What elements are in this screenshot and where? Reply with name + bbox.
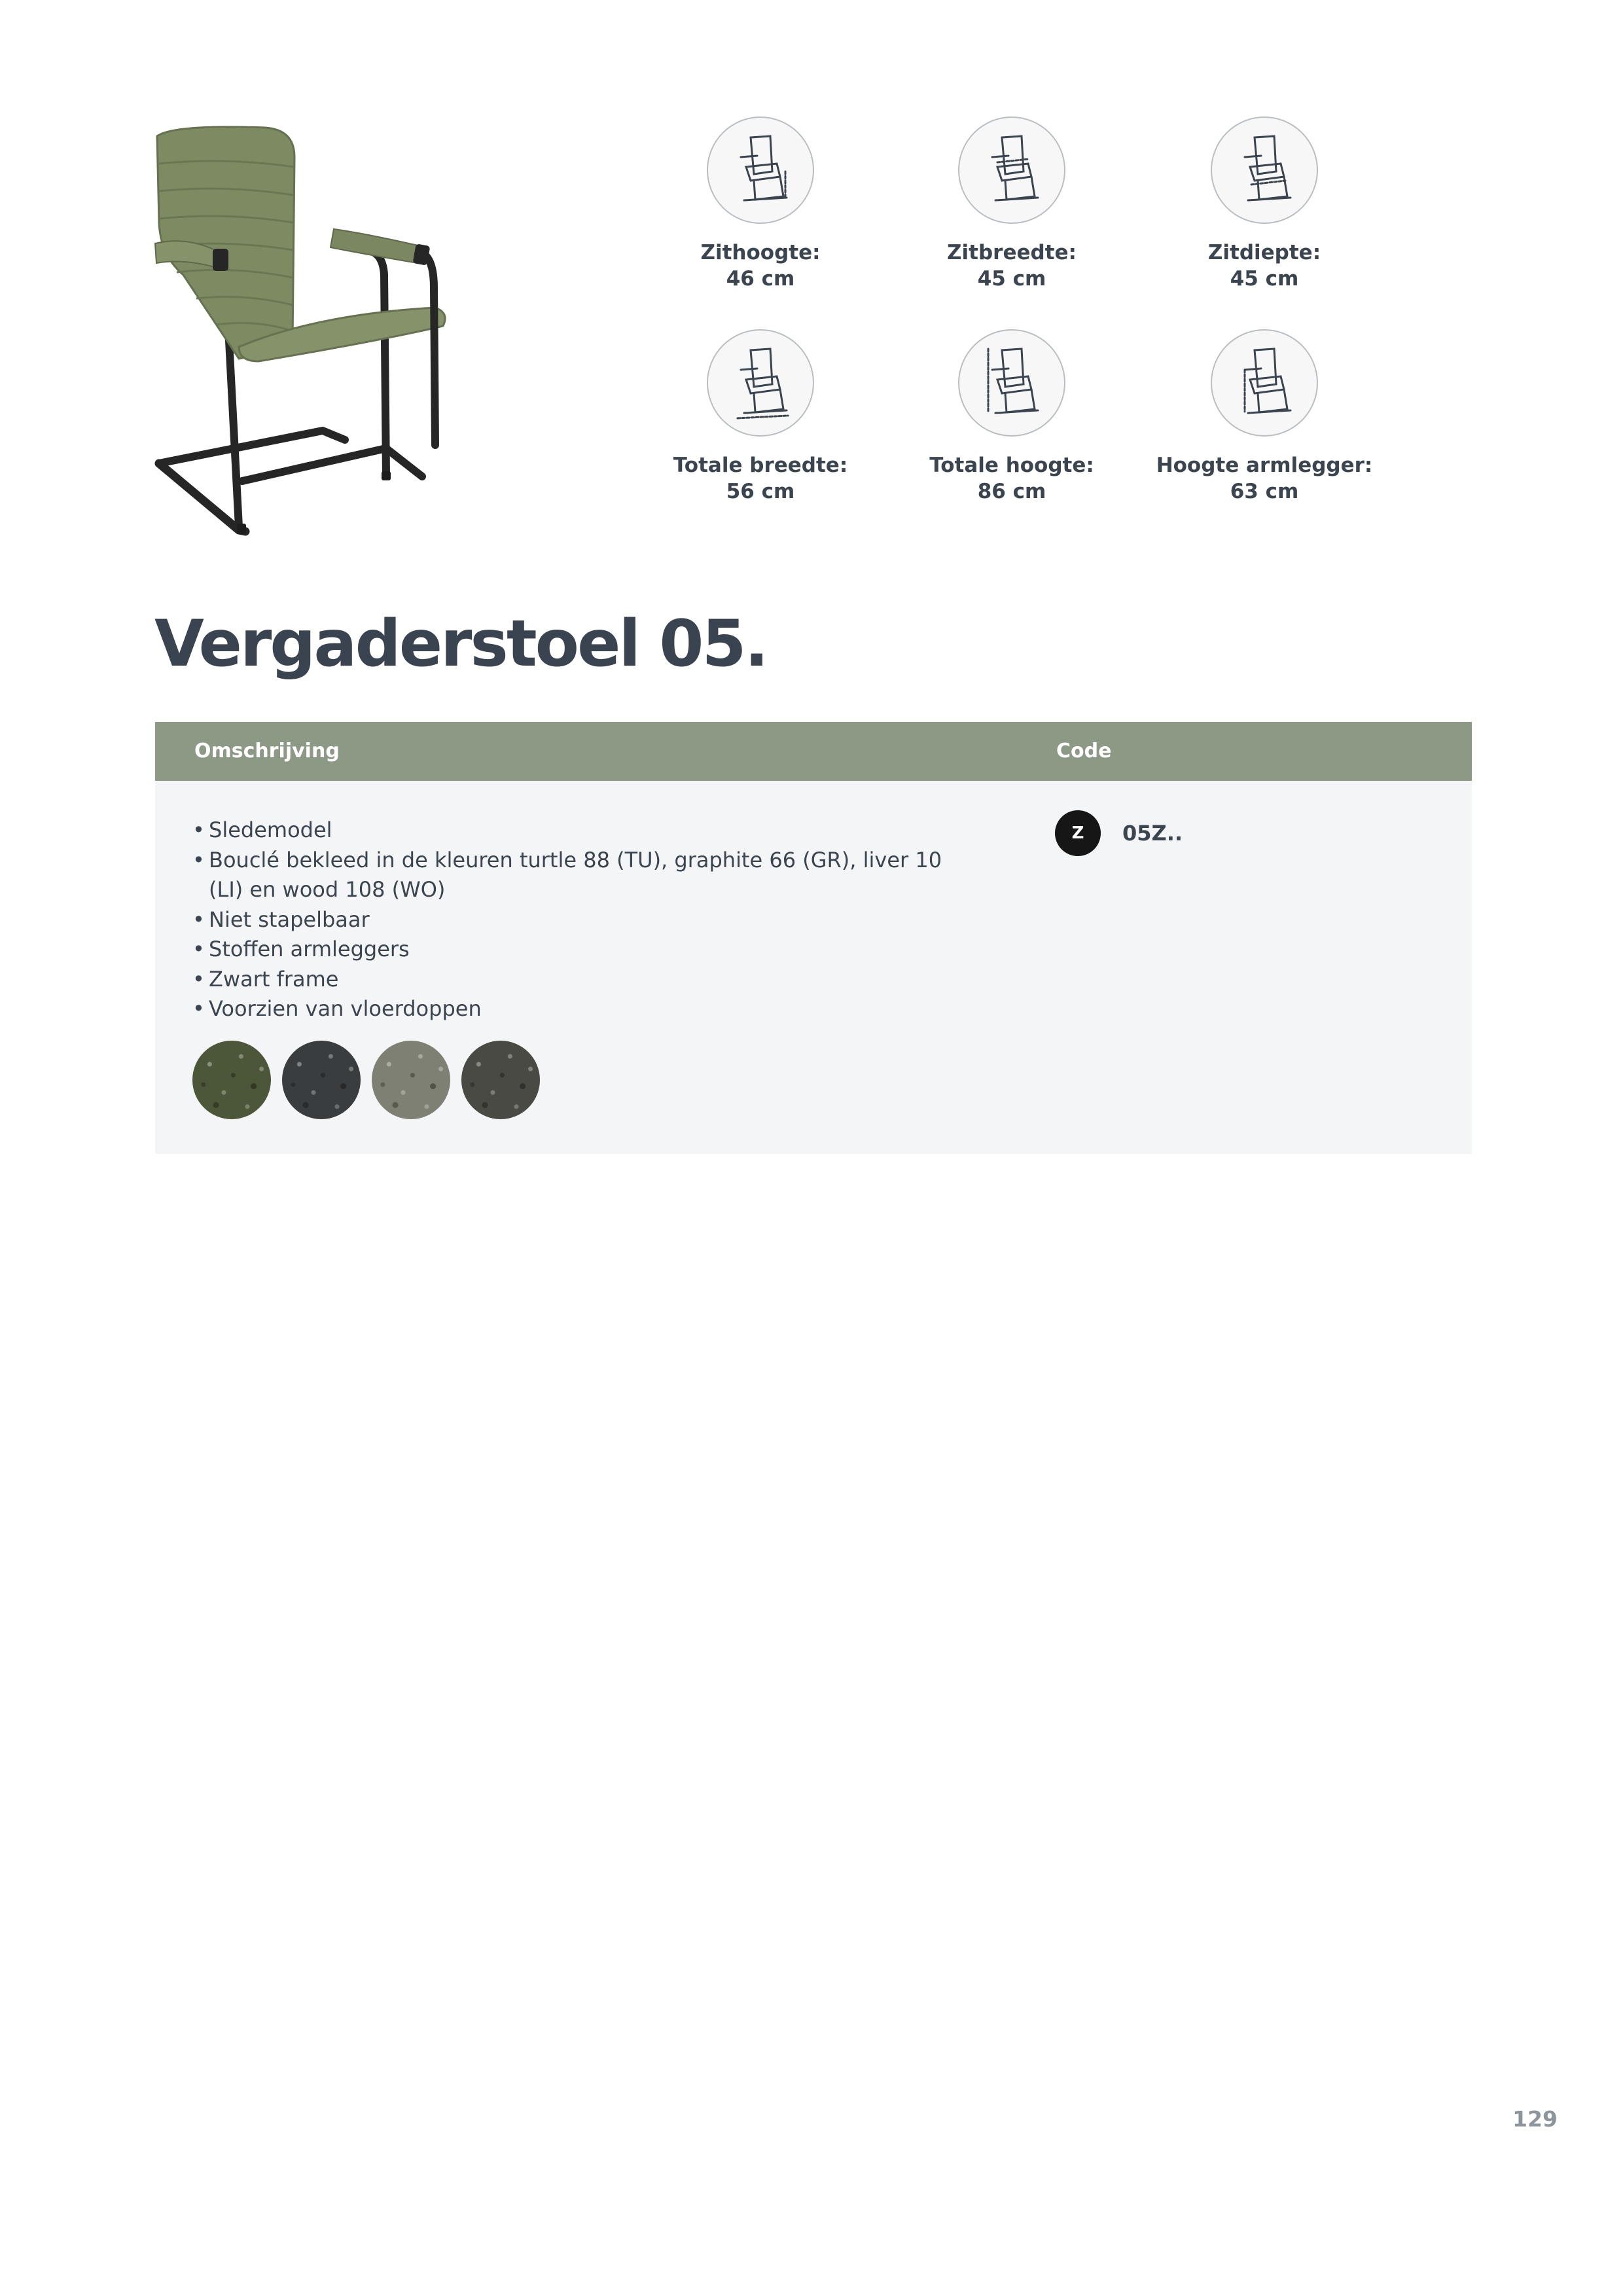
feature-list (192, 816, 978, 1024)
turtle-swatch (192, 1041, 271, 1119)
graphite-swatch (282, 1041, 361, 1119)
feature-item: • Stoffen armleggers (192, 935, 978, 965)
spec-seat-height (630, 117, 891, 292)
spec-label: Zithoogte: (700, 241, 821, 264)
spec-value: 45 cm (977, 267, 1046, 291)
spec-total-width (630, 329, 891, 505)
total-width-icon (707, 329, 814, 437)
seat-width-icon (958, 117, 1065, 224)
product-table-row (155, 781, 1472, 1154)
spec-label: Zitdiepte: (1207, 241, 1321, 264)
spec-label: Zitbreedte: (947, 241, 1077, 264)
product-table-header (155, 722, 1472, 781)
column-header-description: Omschrijving (194, 740, 340, 762)
wood-swatch (461, 1041, 540, 1119)
armrest-height-icon (1211, 329, 1318, 437)
feature-item: • Sledemodel (192, 816, 978, 846)
spec-label: Totale hoogte: (929, 454, 1094, 477)
spec-total-height (881, 329, 1143, 505)
product-title: Vergaderstoel 05. (154, 607, 767, 681)
spec-value: 46 cm (726, 267, 795, 291)
product-code: 05Z.. (1122, 821, 1183, 846)
total-height-icon (958, 329, 1065, 437)
spec-label: Totale breedte: (673, 454, 848, 477)
chair-photo (147, 118, 461, 550)
seat-height-icon (707, 117, 814, 224)
page-number: 129 (1512, 2106, 1558, 2132)
spec-value: 86 cm (977, 480, 1046, 503)
liver-swatch (372, 1041, 450, 1119)
feature-item: • Voorzien van vloerdoppen (192, 994, 978, 1024)
spec-value: 45 cm (1230, 267, 1299, 291)
spec-value: 63 cm (1230, 480, 1299, 503)
feature-item: • Zwart frame (192, 965, 978, 995)
spec-label: Hoogte armlegger: (1156, 454, 1373, 477)
feature-item: • Niet stapelbaar (192, 905, 978, 935)
spec-seat-depth (1133, 117, 1395, 292)
spec-armrest-height (1133, 329, 1395, 505)
spec-value: 56 cm (726, 480, 795, 503)
code-badge: Z (1055, 810, 1101, 856)
feature-item: • Bouclé bekleed in de kleuren turtle 88 (TU), graphite 66 (GR), liver 10 (LI) en wood 108 (WO) (192, 846, 978, 905)
spec-seat-width (881, 117, 1143, 292)
column-header-code: Code (1056, 740, 1112, 762)
color-swatches (192, 1041, 540, 1119)
seat-depth-icon (1211, 117, 1318, 224)
